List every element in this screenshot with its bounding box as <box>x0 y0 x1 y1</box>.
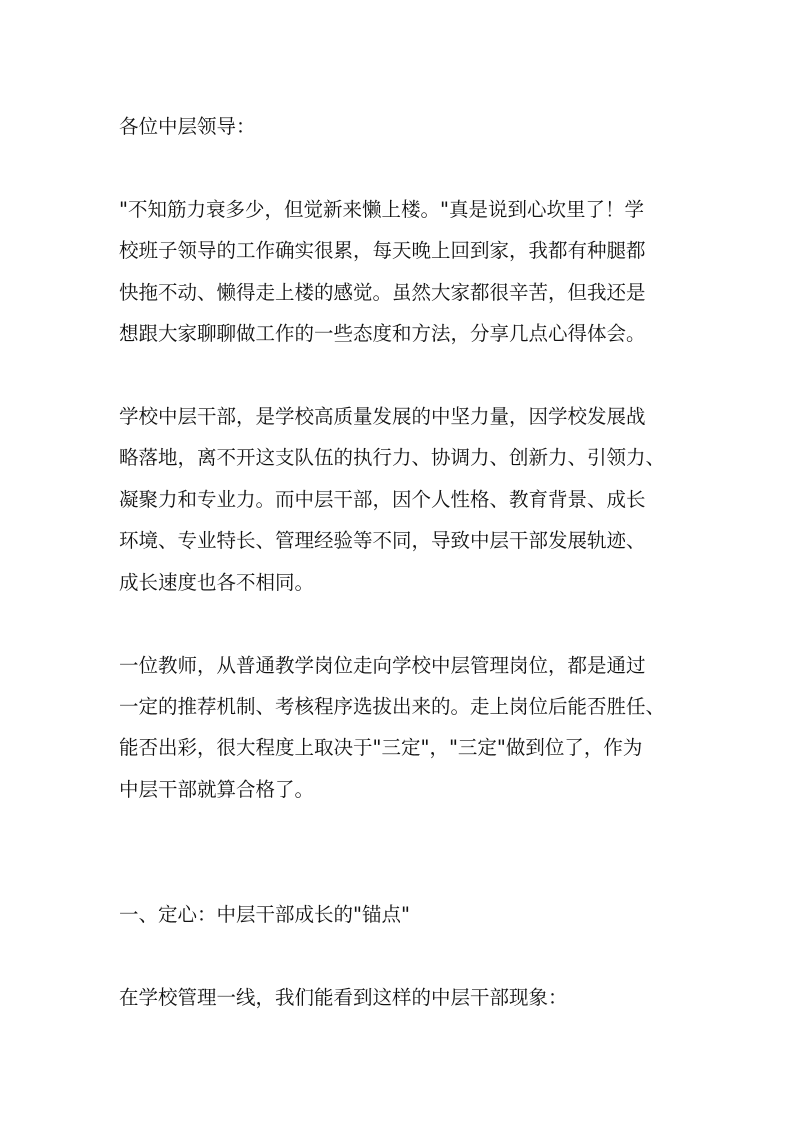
paragraph-line: 中层干部就算合格了。 <box>119 778 315 801</box>
paragraph-line: 成长速度也各不相同。 <box>119 571 315 594</box>
paragraph-4: 在学校管理一线，我们能看到这样的中层干部现象： <box>119 986 568 1009</box>
paragraph-line: 凝聚力和专业力。而中层干部，因个人性格、教育背景、成长 <box>119 488 646 511</box>
paragraph-line: 环境、专业特长、管理经验等不同，导致中层干部发展轨迹、 <box>119 529 646 552</box>
paragraph-line: 一位教师，从普通教学岗位走向学校中层管理岗位，都是通过 <box>119 654 646 677</box>
paragraph-line: 校班子领导的工作确实很累，每天晚上回到家，我都有种腿都 <box>119 239 646 262</box>
paragraph-line: 能否出彩，很大程度上取决于"三定"，"三定"做到位了，作为 <box>119 736 643 759</box>
paragraph-line: 快拖不动、懒得走上楼的感觉。虽然大家都很辛苦，但我还是 <box>119 281 646 304</box>
greeting: 各位中层领导： <box>119 115 256 138</box>
section-heading: 一、定心：中层干部成长的"锚点" <box>119 903 410 926</box>
paragraph-line: "不知筋力衰多少，但觉新来懒上楼。"真是说到心坎里了！学 <box>119 198 644 221</box>
paragraph-line: 想跟大家聊聊做工作的一些态度和方法，分享几点心得体会。 <box>119 322 646 345</box>
paragraph-line: 一定的推荐机制、考核程序选拔出来的。走上岗位后能否胜任、 <box>119 695 666 718</box>
paragraph-line: 略落地，离不开这支队伍的执行力、协调力、创新力、引领力、 <box>119 446 666 469</box>
paragraph-line: 学校中层干部，是学校高质量发展的中坚力量，因学校发展战 <box>119 405 646 428</box>
